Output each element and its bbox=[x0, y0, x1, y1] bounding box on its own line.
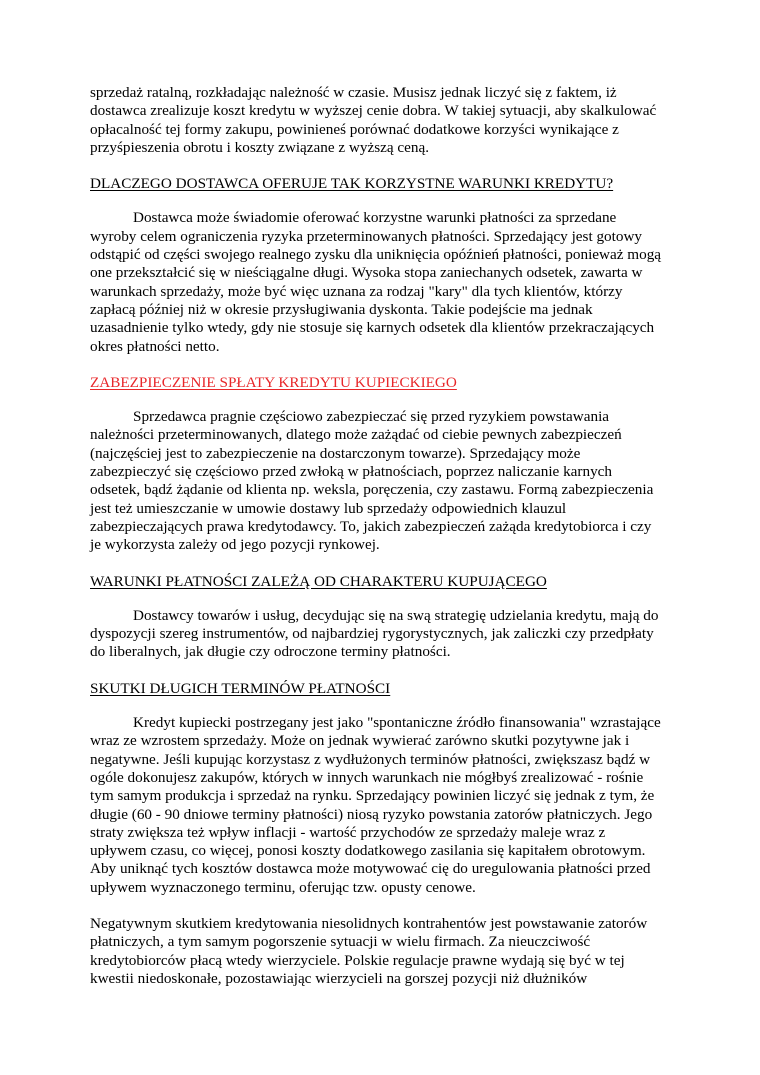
text-line: upływem wyznaczonego terminu, oferując tzw. opusty cenowe. bbox=[90, 878, 476, 896]
text-line: kredytobiorców płacą wtedy wierzyciele. Polskie regulacje prawne wydają się być w tej bbox=[90, 951, 625, 969]
text-line: dostawca zrealizuje koszt kredytu w wyższej cenie dobra. W takiej sytuacji, aby skalkulować bbox=[90, 102, 657, 120]
text-line: zapłacą później niż w okresie przysługiwania dyskonta. Takie podejście ma jednak bbox=[90, 300, 593, 318]
text-line: odstąpić od części swojego realnego zysku dla uniknięcia opóźnień płatności, ponieważ mogą bbox=[90, 246, 662, 264]
text-line: Dostawcy towarów i usług, decydując się na swą strategię udzielania kredytu, mają do bbox=[133, 606, 659, 624]
text-line: Dostawca może świadomie oferować korzystne warunki płatności za sprzedane bbox=[133, 209, 617, 227]
paragraph bbox=[90, 915, 700, 988]
text-line: one przekształcić się w nieściągalne długi. Wysoka stopa zaniechanych odsetek, zawarta w bbox=[90, 264, 643, 282]
text-line: straty zwiększa też wpływ inflacji - wartość przychodów ze sprzedaży maleje wraz z bbox=[90, 823, 606, 841]
section-heading: WARUNKI PŁATNOŚCI ZALEŻĄ OD CHARAKTERU KUPUJĄCEGO bbox=[90, 572, 547, 590]
paragraph bbox=[90, 408, 700, 554]
text-line: Kredyt kupiecki postrzegany jest jako "spontaniczne źródło finansowania" wzrastające bbox=[133, 714, 661, 732]
text-line: dyspozycji szereg instrumentów, od najbardziej rygorystycznych, jak zaliczki czy przedpłaty bbox=[90, 625, 654, 643]
text-line: zabezpieczyć się częściowo przed zwłoką w płatnościach, poprzez naliczanie karnych bbox=[90, 463, 613, 481]
paragraph bbox=[90, 607, 700, 662]
text-line: tym samym produkcja i sprzedaż na rynku. Sprzedający powinien liczyć się jednak z tym, że bbox=[90, 787, 655, 805]
paragraph bbox=[90, 84, 700, 157]
text-line: sprzedaż ratalną, rozkładając należność w czasie. Musisz jednak liczyć się z faktem, iż bbox=[90, 84, 617, 101]
text-line: Sprzedawca pragnie częściowo zabezpieczać się przed ryzykiem powstawania bbox=[133, 408, 610, 426]
paragraph bbox=[90, 714, 700, 897]
text-line: warunkach sprzedaży, może być więc uznana za rodzaj "kary" dla tych klientów, którzy bbox=[90, 282, 623, 300]
text-line: płatniczych, a tym samym pogorszenie sytuacji w wielu firmach. Za nieuczciwość bbox=[90, 933, 591, 951]
text-line: negatywne. Jeśli kupując korzystasz z wydłużonych terminów płatności, zwiększasz bądź w bbox=[90, 750, 651, 768]
section-heading: SKUTKI DŁUGICH TERMINÓW PŁATNOŚCI bbox=[90, 679, 391, 697]
text-line: do liberalnych, jak długie czy odroczone terminy płatności. bbox=[90, 643, 451, 661]
text-line: odsetek, bądź żądanie od klienta np. weksla, poręczenia, czy zastawu. Formą zabezpieczenia bbox=[90, 481, 654, 499]
text-line: uzasadnienie tylko wtedy, gdy nie stosuje się karnych odsetek dla klientów przekraczających bbox=[90, 319, 655, 337]
text-line: Negatywnym skutkiem kredytowania niesolidnych kontrahentów jest powstawanie zatorów bbox=[90, 914, 648, 932]
text-line: zabezpieczających prawa kredytodawcy. To, jakich zabezpieczeń zażąda kredytobiorca i czy bbox=[90, 517, 652, 535]
text-line: (najczęściej jest to zabezpieczenie na dostarczonym towarze). Sprzedający może bbox=[90, 444, 581, 462]
text-line: upływem czasu, co więcej, ponosi koszty dodatkowego zasilania się kapitałem obrotowym. bbox=[90, 842, 646, 860]
text-line: kwestii niedoskonałe, pozostawiając wierzycieli na gorszej pozycji niż dłużników bbox=[90, 969, 588, 987]
text-line: opłacalność tej formy zakupu, powinieneś porównać dodatkowe korzyści wynikające z bbox=[90, 120, 619, 138]
section-heading: DLACZEGO DOSTAWCA OFERUJE TAK KORZYSTNE WARUNKI KREDYTU? bbox=[90, 175, 614, 193]
text-line: wraz ze wzrostem sprzedaży. Może on jednak wywierać zarówno skutki pozytywne jak i bbox=[90, 732, 630, 750]
text-line: je wykorzysta zależy od jego pozycji rynkowej. bbox=[90, 536, 380, 554]
text-line: wyroby celem ograniczenia ryzyka przeterminowanych płatności. Sprzedający jest gotowy bbox=[90, 227, 643, 245]
text-line: ogóle dokonujesz zakupów, których w innych warunkach nie mógłbyś zrealizować - rośnie bbox=[90, 768, 644, 786]
paragraph bbox=[90, 209, 700, 355]
section-heading-red: ZABEZPIECZENIE SPŁATY KREDYTU KUPIECKIEGO bbox=[90, 373, 457, 391]
text-line: należności przeterminowanych, dlatego może zażądać od ciebie pewnych zabezpieczeń bbox=[90, 426, 622, 444]
text-line: przyśpieszenia obrotu i koszty związane z wyższą ceną. bbox=[90, 138, 430, 156]
text-line: jest też umieszczanie w umowie dostawy lub sprzedaży odpowiednich klauzul bbox=[90, 499, 567, 517]
text-line: okres płatności netto. bbox=[90, 337, 220, 355]
text-line: Aby uniknąć tych kosztów dostawca może motywować cię do uregulowania płatności przed bbox=[90, 860, 651, 878]
text-line: długie (60 - 90 dniowe terminy płatności) niosą ryzyko powstania zatorów płatniczych. Jego bbox=[90, 805, 653, 823]
